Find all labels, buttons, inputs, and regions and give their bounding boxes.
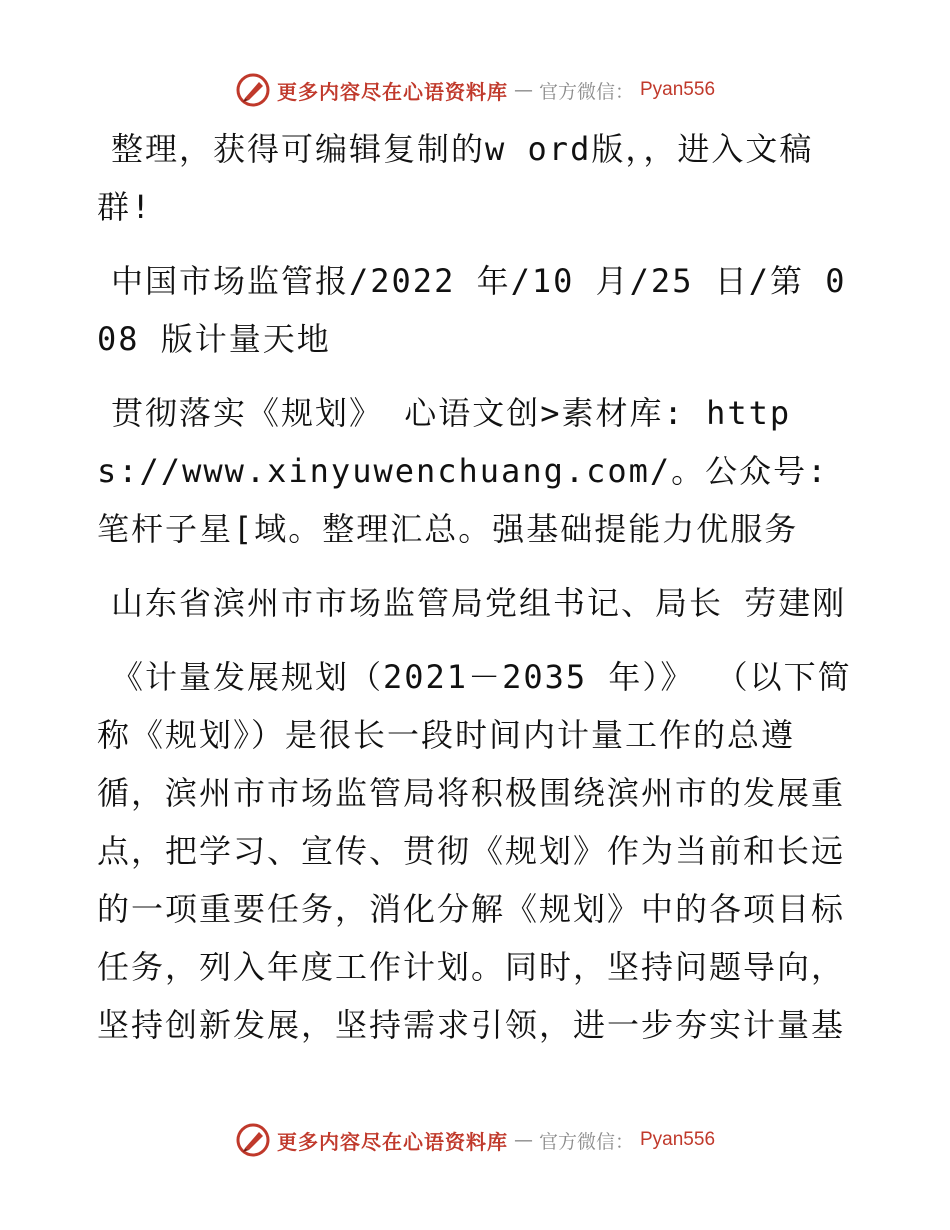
banner-wechat-id: Pyan556 [640, 79, 716, 100]
header-watermark-banner [0, 68, 950, 112]
pen-logo-icon [235, 72, 271, 108]
paragraph-5: 《计量发展规划（2021－2035 年）》 （以下简称《规划》）是很长一段时间内计量工作的总遵循，滨州市市场监管局将积极围绕滨州市的发展重点，把学习、宣传、贯彻《规划》作为当前和长远的一项重要任务，消化分解《规划》中的各项目标任务，列入年度工作计划。同时，坚持问题导向，坚持创新发展，坚持需求引领，进一步夯实计量基 [97, 658, 852, 1044]
banner-dash: — [513, 1129, 533, 1151]
paragraph-1: 整理，获得可编辑复制的w ord版，，进入文稿群! [97, 130, 814, 226]
banner-wechat-id: Pyan556 [640, 1129, 716, 1150]
banner-main-text: 更多内容尽在心语资料库 [276, 79, 508, 104]
banner-sub-text: 官方微信： [538, 80, 634, 103]
paragraph-3: 贯彻落实《规划》 心语文创>素材库: https://www.xinyuwenchuang.com/。公众号: 笔杆子星[域。整理汇总。强基础提能力优服务 [97, 394, 829, 548]
paragraph-2: 中国市场监管报/2022 年/10 月/25 日/第 008 版计量天地 [97, 262, 847, 358]
banner-main-text: 更多内容尽在心语资料库 [276, 1129, 508, 1154]
document-body [97, 120, 857, 1070]
paragraph-4: 山东省滨州市市场监管局党组书记、局长 劳建刚 [111, 584, 847, 622]
footer-watermark-banner [0, 1118, 950, 1162]
banner-dash: — [513, 79, 533, 101]
banner-sub-text: 官方微信： [538, 1130, 634, 1153]
pen-logo-icon [235, 1122, 271, 1158]
